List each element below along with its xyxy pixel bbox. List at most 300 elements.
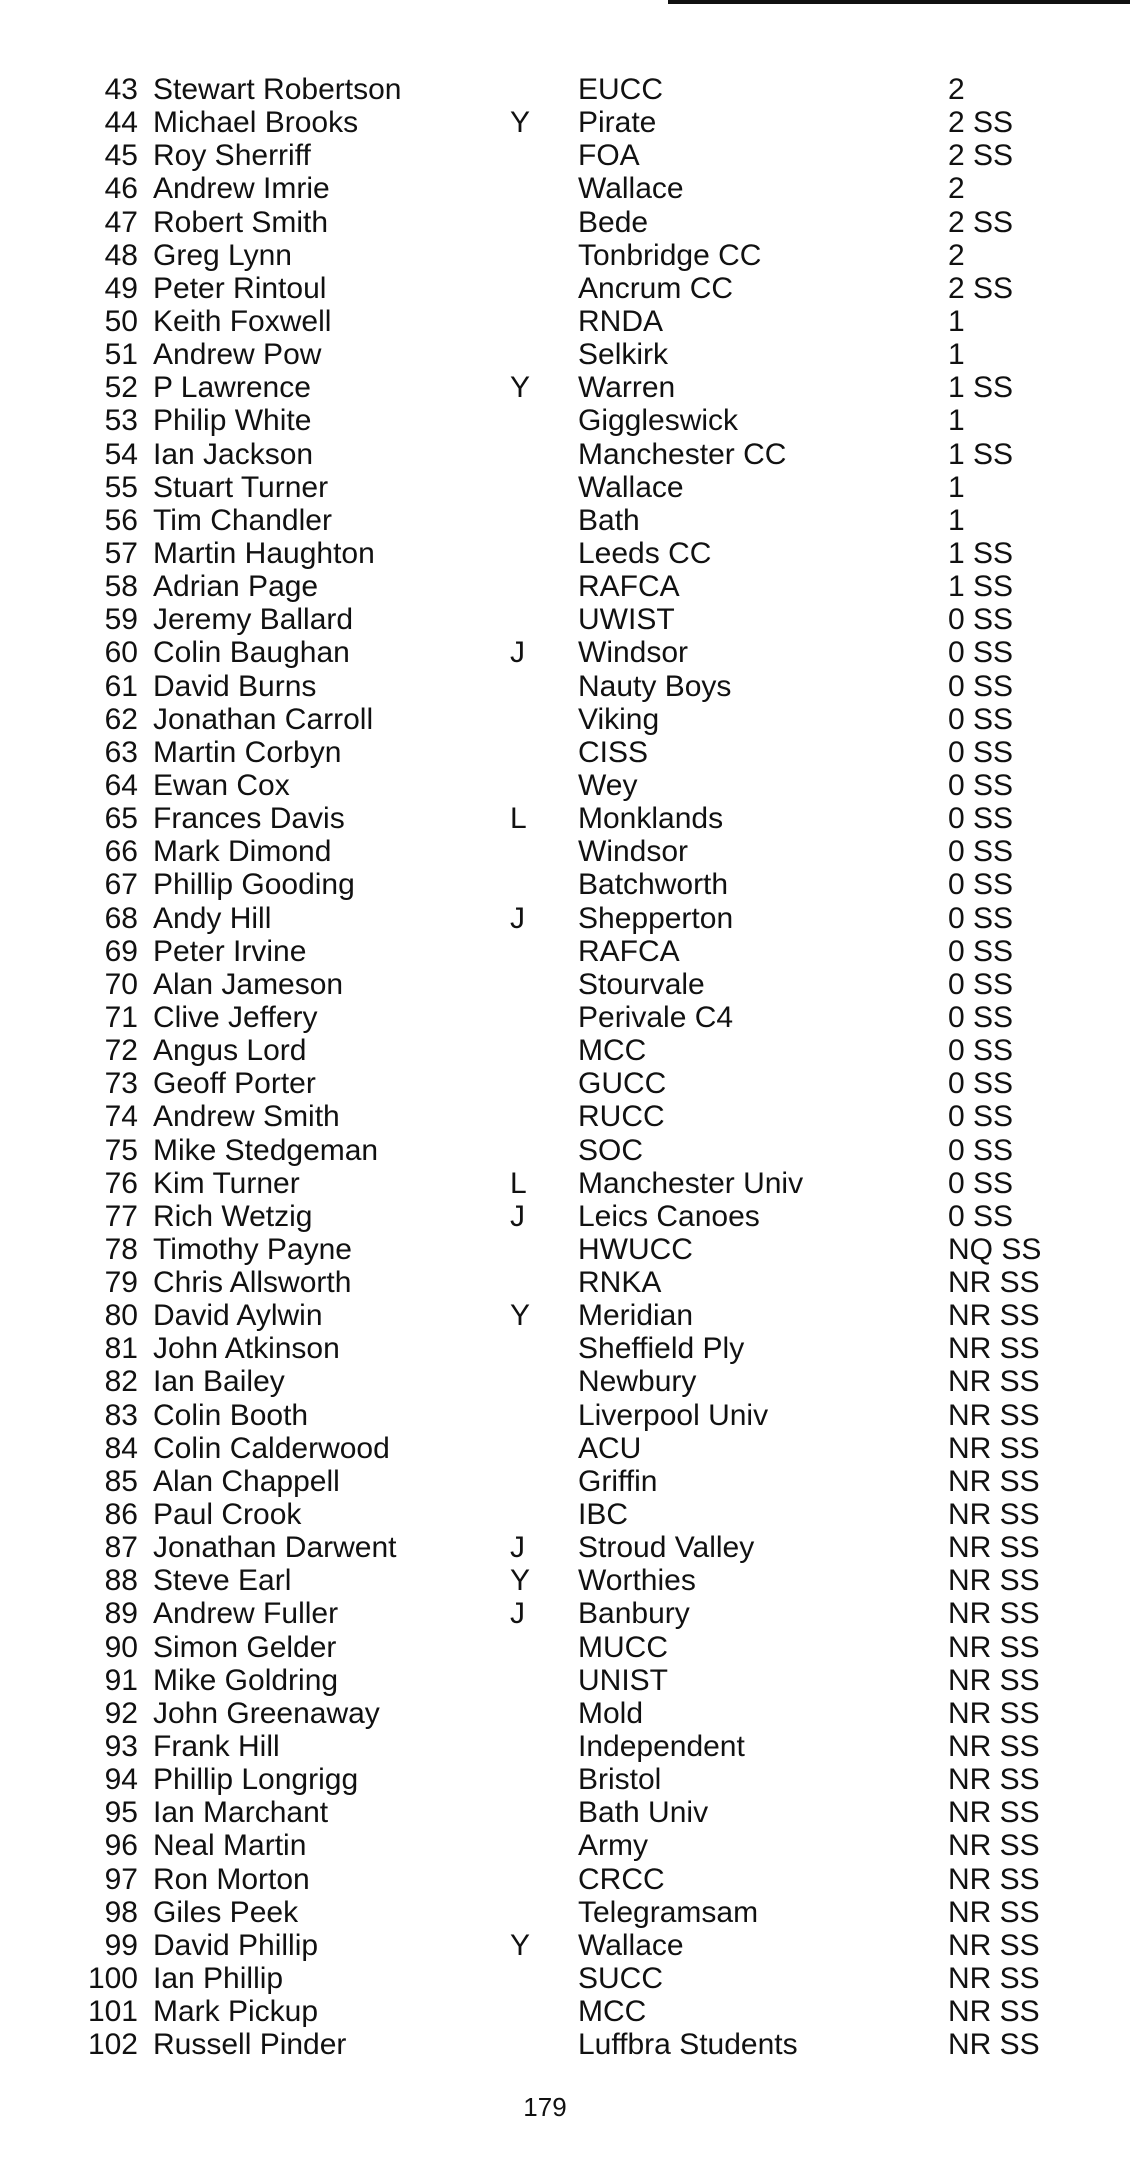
- category-code: Y: [510, 1299, 531, 1333]
- position-number: 80: [104, 1299, 138, 1333]
- club-name: Army: [578, 1829, 648, 1863]
- position-number: 56: [104, 503, 138, 537]
- club-name: Banbury: [578, 1597, 690, 1631]
- club-name: Worthies: [578, 1564, 696, 1598]
- club-name: Stourvale: [578, 967, 705, 1001]
- position-number: 70: [104, 967, 138, 1001]
- result-row: [0, 603, 1130, 636]
- position-number: 49: [104, 271, 138, 305]
- result-row: [0, 1829, 1130, 1862]
- position-number: 91: [104, 1663, 138, 1697]
- club-name: Manchester CC: [578, 437, 787, 471]
- position-number: 74: [104, 1100, 138, 1134]
- result-row: [0, 471, 1130, 504]
- position-number: 59: [104, 603, 138, 637]
- result-value: 0 SS: [948, 967, 1014, 1001]
- position-number: 85: [104, 1464, 138, 1498]
- club-name: CISS: [578, 735, 649, 769]
- club-name: Independent: [578, 1730, 745, 1764]
- competitor-name: Ian Jackson: [153, 437, 314, 471]
- result-row: [0, 935, 1130, 968]
- club-name: RNDA: [578, 304, 664, 338]
- competitor-name: Andrew Imrie: [153, 172, 330, 206]
- club-name: Luffbra Students: [578, 2028, 798, 2062]
- competitor-name: Colin Booth: [153, 1398, 309, 1432]
- competitor-name: Martin Haughton: [153, 536, 375, 570]
- result-value: 0 SS: [948, 768, 1014, 802]
- club-name: Batchworth: [578, 868, 729, 902]
- result-row: [0, 902, 1130, 935]
- result-row: [0, 1332, 1130, 1365]
- club-name: RAFCA: [578, 570, 680, 604]
- competitor-name: Mark Pickup: [153, 1995, 319, 2029]
- result-value: NR SS: [948, 2028, 1040, 2062]
- result-row: [0, 172, 1130, 205]
- competitor-name: Geoff Porter: [153, 1067, 316, 1101]
- result-value: 2 SS: [948, 271, 1014, 305]
- competitor-name: Timothy Payne: [153, 1232, 352, 1266]
- result-value: 1: [948, 304, 965, 338]
- position-number: 97: [104, 1862, 138, 1896]
- position-number: 95: [104, 1796, 138, 1830]
- result-value: 0 SS: [948, 1133, 1014, 1167]
- result-value: 2: [948, 73, 965, 106]
- result-value: NR SS: [948, 1299, 1040, 1333]
- club-name: Windsor: [578, 835, 689, 869]
- position-number: 76: [104, 1166, 138, 1200]
- club-name: Shepperton: [578, 901, 734, 935]
- result-value: 1 SS: [948, 371, 1014, 405]
- category-code: J: [510, 1597, 525, 1631]
- club-name: UNIST: [578, 1663, 668, 1697]
- competitor-name: Jonathan Darwent: [153, 1531, 397, 1565]
- top-rule: [668, 0, 1130, 4]
- position-number: 55: [104, 470, 138, 504]
- club-name: Wallace: [578, 470, 684, 504]
- club-name: CRCC: [578, 1862, 665, 1896]
- position-number: 81: [104, 1332, 138, 1366]
- result-value: NR SS: [948, 1398, 1040, 1432]
- competitor-name: David Burns: [153, 669, 317, 703]
- competitor-name: Alan Jameson: [153, 967, 344, 1001]
- result-row: [0, 338, 1130, 371]
- competitor-name: Kim Turner: [153, 1166, 300, 1200]
- competitor-name: David Aylwin: [153, 1299, 323, 1333]
- club-name: Newbury: [578, 1365, 697, 1399]
- position-number: 96: [104, 1829, 138, 1863]
- competitor-name: Mike Goldring: [153, 1663, 339, 1697]
- position-number: 44: [104, 106, 138, 140]
- result-row: [0, 636, 1130, 669]
- result-row: [0, 1233, 1130, 1266]
- competitor-name: Steve Earl: [153, 1564, 292, 1598]
- result-row: [0, 769, 1130, 802]
- competitor-name: Giles Peek: [153, 1895, 299, 1929]
- position-number: 78: [104, 1232, 138, 1266]
- position-number: 64: [104, 768, 138, 802]
- club-name: EUCC: [578, 73, 664, 106]
- competitor-name: Angus Lord: [153, 1034, 307, 1068]
- club-name: Liverpool Univ: [578, 1398, 769, 1432]
- result-row: [0, 1564, 1130, 1597]
- position-number: 83: [104, 1398, 138, 1432]
- club-name: Leics Canoes: [578, 1199, 760, 1233]
- competitor-name: Robert Smith: [153, 205, 329, 239]
- competitor-name: Phillip Longrigg: [153, 1763, 359, 1797]
- result-value: NR SS: [948, 1895, 1040, 1929]
- club-name: Sheffield Ply: [578, 1332, 745, 1366]
- result-row: [0, 139, 1130, 172]
- category-code: Y: [510, 106, 531, 140]
- position-number: 68: [104, 901, 138, 935]
- position-number: 61: [104, 669, 138, 703]
- competitor-name: Andrew Pow: [153, 338, 322, 372]
- result-row: [0, 835, 1130, 868]
- category-code: Y: [510, 371, 531, 405]
- result-value: NR SS: [948, 1962, 1040, 1996]
- club-name: Wallace: [578, 172, 684, 206]
- club-name: Stroud Valley: [578, 1531, 755, 1565]
- position-number: 65: [104, 802, 138, 836]
- result-value: 1 SS: [948, 536, 1014, 570]
- result-row: [0, 1001, 1130, 1034]
- result-value: 1: [948, 503, 965, 537]
- result-value: 2 SS: [948, 106, 1014, 140]
- club-name: MUCC: [578, 1630, 668, 1664]
- result-value: 1: [948, 338, 965, 372]
- club-name: SOC: [578, 1133, 644, 1167]
- competitor-name: Colin Baughan: [153, 636, 350, 670]
- result-row: [0, 1167, 1130, 1200]
- club-name: Bath Univ: [578, 1796, 709, 1830]
- competitor-name: Roy Sherriff: [153, 139, 311, 173]
- position-number: 101: [87, 1995, 138, 2029]
- position-number: 84: [104, 1431, 138, 1465]
- club-name: MCC: [578, 1995, 647, 2029]
- result-row: [0, 1299, 1130, 1332]
- result-row: [0, 1763, 1130, 1796]
- position-number: 90: [104, 1630, 138, 1664]
- club-name: Bath: [578, 503, 640, 537]
- result-row: [0, 272, 1130, 305]
- result-row: [0, 1896, 1130, 1929]
- result-value: NR SS: [948, 1365, 1040, 1399]
- result-row: [0, 1631, 1130, 1664]
- competitor-name: Greg Lynn: [153, 238, 292, 272]
- result-row: [0, 106, 1130, 139]
- club-name: Tonbridge CC: [578, 238, 762, 272]
- result-value: 0 SS: [948, 603, 1014, 637]
- result-value: NR SS: [948, 1564, 1040, 1598]
- club-name: HWUCC: [578, 1232, 693, 1266]
- position-number: 77: [104, 1199, 138, 1233]
- club-name: UWIST: [578, 603, 675, 637]
- competitor-name: Mike Stedgeman: [153, 1133, 379, 1167]
- competitor-name: Keith Foxwell: [153, 304, 332, 338]
- club-name: Manchester Univ: [578, 1166, 804, 1200]
- result-row: [0, 1531, 1130, 1564]
- competitor-name: Stewart Robertson: [153, 73, 402, 106]
- position-number: 102: [87, 2028, 138, 2062]
- result-row: [0, 1432, 1130, 1465]
- club-name: Wey: [578, 768, 638, 802]
- position-number: 82: [104, 1365, 138, 1399]
- result-value: NR SS: [948, 1597, 1040, 1631]
- competitor-name: Jonathan Carroll: [153, 702, 374, 736]
- club-name: Monklands: [578, 802, 724, 836]
- result-row: [0, 1465, 1130, 1498]
- competitor-name: Ron Morton: [153, 1862, 310, 1896]
- result-value: NR SS: [948, 1730, 1040, 1764]
- club-name: Leeds CC: [578, 536, 712, 570]
- result-row: [0, 504, 1130, 537]
- position-number: 99: [104, 1928, 138, 1962]
- position-number: 69: [104, 934, 138, 968]
- position-number: 45: [104, 139, 138, 173]
- competitor-name: Martin Corbyn: [153, 735, 342, 769]
- position-number: 79: [104, 1266, 138, 1300]
- result-value: 0 SS: [948, 1067, 1014, 1101]
- result-value: 0 SS: [948, 669, 1014, 703]
- competitor-name: Simon Gelder: [153, 1630, 337, 1664]
- result-row: [0, 1365, 1130, 1398]
- competitor-name: Ian Phillip: [153, 1962, 284, 1996]
- category-code: L: [510, 1166, 527, 1200]
- club-name: MCC: [578, 1034, 647, 1068]
- position-number: 50: [104, 304, 138, 338]
- competitor-name: Tim Chandler: [153, 503, 332, 537]
- category-code: J: [510, 1199, 525, 1233]
- position-number: 47: [104, 205, 138, 239]
- club-name: Bede: [578, 205, 649, 239]
- result-value: 0 SS: [948, 735, 1014, 769]
- position-number: 71: [104, 1000, 138, 1034]
- result-value: 0 SS: [948, 934, 1014, 968]
- result-value: 0 SS: [948, 868, 1014, 902]
- result-row: [0, 73, 1130, 106]
- result-row: [0, 1134, 1130, 1167]
- competitor-name: Peter Irvine: [153, 934, 307, 968]
- result-value: NR SS: [948, 1829, 1040, 1863]
- club-name: Nauty Boys: [578, 669, 732, 703]
- position-number: 92: [104, 1696, 138, 1730]
- position-number: 86: [104, 1498, 138, 1532]
- position-number: 66: [104, 835, 138, 869]
- category-code: L: [510, 802, 527, 836]
- result-value: NR SS: [948, 1928, 1040, 1962]
- result-value: 0 SS: [948, 702, 1014, 736]
- result-row: [0, 438, 1130, 471]
- competitor-name: Alan Chappell: [153, 1464, 340, 1498]
- result-value: 0 SS: [948, 1000, 1014, 1034]
- club-name: Giggleswick: [578, 404, 739, 438]
- result-row: [0, 1796, 1130, 1829]
- position-number: 88: [104, 1564, 138, 1598]
- competitor-name: Rich Wetzig: [153, 1199, 313, 1233]
- club-name: Warren: [578, 371, 676, 405]
- result-row: [0, 868, 1130, 901]
- competitor-name: Andy Hill: [153, 901, 272, 935]
- result-row: [0, 1995, 1130, 2028]
- result-value: 0 SS: [948, 835, 1014, 869]
- club-name: Pirate: [578, 106, 657, 140]
- position-number: 52: [104, 371, 138, 405]
- category-code: Y: [510, 1564, 531, 1598]
- competitor-name: Andrew Fuller: [153, 1597, 339, 1631]
- result-value: 0 SS: [948, 1199, 1014, 1233]
- result-value: 1 SS: [948, 570, 1014, 604]
- result-row: [0, 1863, 1130, 1896]
- result-row: [0, 570, 1130, 603]
- result-row: [0, 1200, 1130, 1233]
- position-number: 75: [104, 1133, 138, 1167]
- result-value: NR SS: [948, 1531, 1040, 1565]
- competitor-name: Neal Martin: [153, 1829, 307, 1863]
- position-number: 54: [104, 437, 138, 471]
- result-row: [0, 968, 1130, 1001]
- result-row: [0, 1266, 1130, 1299]
- position-number: 53: [104, 404, 138, 438]
- result-row: [0, 703, 1130, 736]
- result-row: [0, 305, 1130, 338]
- position-number: 63: [104, 735, 138, 769]
- position-number: 46: [104, 172, 138, 206]
- competitor-name: Ewan Cox: [153, 768, 290, 802]
- club-name: ACU: [578, 1431, 642, 1465]
- club-name: Bristol: [578, 1763, 662, 1797]
- competitor-name: Frank Hill: [153, 1730, 280, 1764]
- club-name: Ancrum CC: [578, 271, 734, 305]
- result-value: 0 SS: [948, 636, 1014, 670]
- result-row: [0, 1697, 1130, 1730]
- position-number: 87: [104, 1531, 138, 1565]
- result-value: NR SS: [948, 1630, 1040, 1664]
- result-value: 0 SS: [948, 802, 1014, 836]
- club-name: SUCC: [578, 1962, 664, 1996]
- position-number: 58: [104, 570, 138, 604]
- result-row: [0, 1067, 1130, 1100]
- club-name: GUCC: [578, 1067, 667, 1101]
- result-row: [0, 1399, 1130, 1432]
- club-name: RAFCA: [578, 934, 680, 968]
- club-name: Wallace: [578, 1928, 684, 1962]
- category-code: Y: [510, 1928, 531, 1962]
- competitor-name: Phillip Gooding: [153, 868, 355, 902]
- result-row: [0, 404, 1130, 437]
- result-row: [0, 1929, 1130, 1962]
- competitor-name: Ian Bailey: [153, 1365, 285, 1399]
- result-row: [0, 2028, 1130, 2061]
- result-value: 2 SS: [948, 205, 1014, 239]
- result-value: 1: [948, 404, 965, 438]
- club-name: Perivale C4: [578, 1000, 734, 1034]
- result-row: [0, 802, 1130, 835]
- result-row: [0, 537, 1130, 570]
- competitor-name: Mark Dimond: [153, 835, 332, 869]
- result-row: [0, 736, 1130, 769]
- result-value: 2 SS: [948, 139, 1014, 173]
- club-name: Griffin: [578, 1464, 658, 1498]
- result-value: 0 SS: [948, 901, 1014, 935]
- competitor-name: John Atkinson: [153, 1332, 340, 1366]
- result-value: 0 SS: [948, 1100, 1014, 1134]
- page-number: 179: [523, 2092, 567, 2122]
- result-row: [0, 1664, 1130, 1697]
- result-row: [0, 670, 1130, 703]
- competitor-name: Andrew Smith: [153, 1100, 340, 1134]
- category-code: J: [510, 636, 525, 670]
- competitor-name: John Greenaway: [153, 1696, 380, 1730]
- position-number: 43: [104, 73, 138, 106]
- result-value: NR SS: [948, 1995, 1040, 2029]
- result-value: 0 SS: [948, 1166, 1014, 1200]
- position-number: 98: [104, 1895, 138, 1929]
- competitor-name: Chris Allsworth: [153, 1266, 352, 1300]
- position-number: 73: [104, 1067, 138, 1101]
- competitor-name: Colin Calderwood: [153, 1431, 390, 1465]
- competitor-name: Frances Davis: [153, 802, 345, 836]
- club-name: Mold: [578, 1696, 644, 1730]
- competitor-name: Ian Marchant: [153, 1796, 329, 1830]
- result-row: [0, 239, 1130, 272]
- competitor-name: Philip White: [153, 404, 312, 438]
- competitor-name: Paul Crook: [153, 1498, 302, 1532]
- club-name: IBC: [578, 1498, 629, 1532]
- position-number: 57: [104, 536, 138, 570]
- result-value: NR SS: [948, 1266, 1040, 1300]
- result-value: 2: [948, 172, 965, 206]
- club-name: Windsor: [578, 636, 689, 670]
- result-row: [0, 206, 1130, 239]
- position-number: 60: [104, 636, 138, 670]
- position-number: 89: [104, 1597, 138, 1631]
- position-number: 67: [104, 868, 138, 902]
- position-number: 72: [104, 1034, 138, 1068]
- competitor-name: Adrian Page: [153, 570, 319, 604]
- result-value: 1: [948, 470, 965, 504]
- competitor-name: P Lawrence: [153, 371, 311, 405]
- club-name: Viking: [578, 702, 660, 736]
- result-row: [0, 1034, 1130, 1067]
- club-name: Selkirk: [578, 338, 669, 372]
- competitor-name: Michael Brooks: [153, 106, 359, 140]
- result-value: NQ SS: [948, 1232, 1042, 1266]
- category-code: J: [510, 1531, 525, 1565]
- result-value: NR SS: [948, 1332, 1040, 1366]
- club-name: RUCC: [578, 1100, 665, 1134]
- club-name: FOA: [578, 139, 640, 173]
- position-number: 100: [87, 1962, 138, 1996]
- position-number: 51: [104, 338, 138, 372]
- result-value: 2: [948, 238, 965, 272]
- club-name: RNKA: [578, 1266, 662, 1300]
- position-number: 94: [104, 1763, 138, 1797]
- result-value: NR SS: [948, 1763, 1040, 1797]
- club-name: Meridian: [578, 1299, 694, 1333]
- result-value: NR SS: [948, 1796, 1040, 1830]
- results-list: [0, 73, 1130, 2061]
- club-name: Telegramsam: [578, 1895, 759, 1929]
- result-row: [0, 1597, 1130, 1630]
- competitor-name: Jeremy Ballard: [153, 603, 354, 637]
- competitor-name: David Phillip: [153, 1928, 319, 1962]
- result-row: [0, 371, 1130, 404]
- result-value: NR SS: [948, 1498, 1040, 1532]
- result-row: [0, 1730, 1130, 1763]
- competitor-name: Stuart Turner: [153, 470, 329, 504]
- result-value: NR SS: [948, 1696, 1040, 1730]
- result-value: NR SS: [948, 1663, 1040, 1697]
